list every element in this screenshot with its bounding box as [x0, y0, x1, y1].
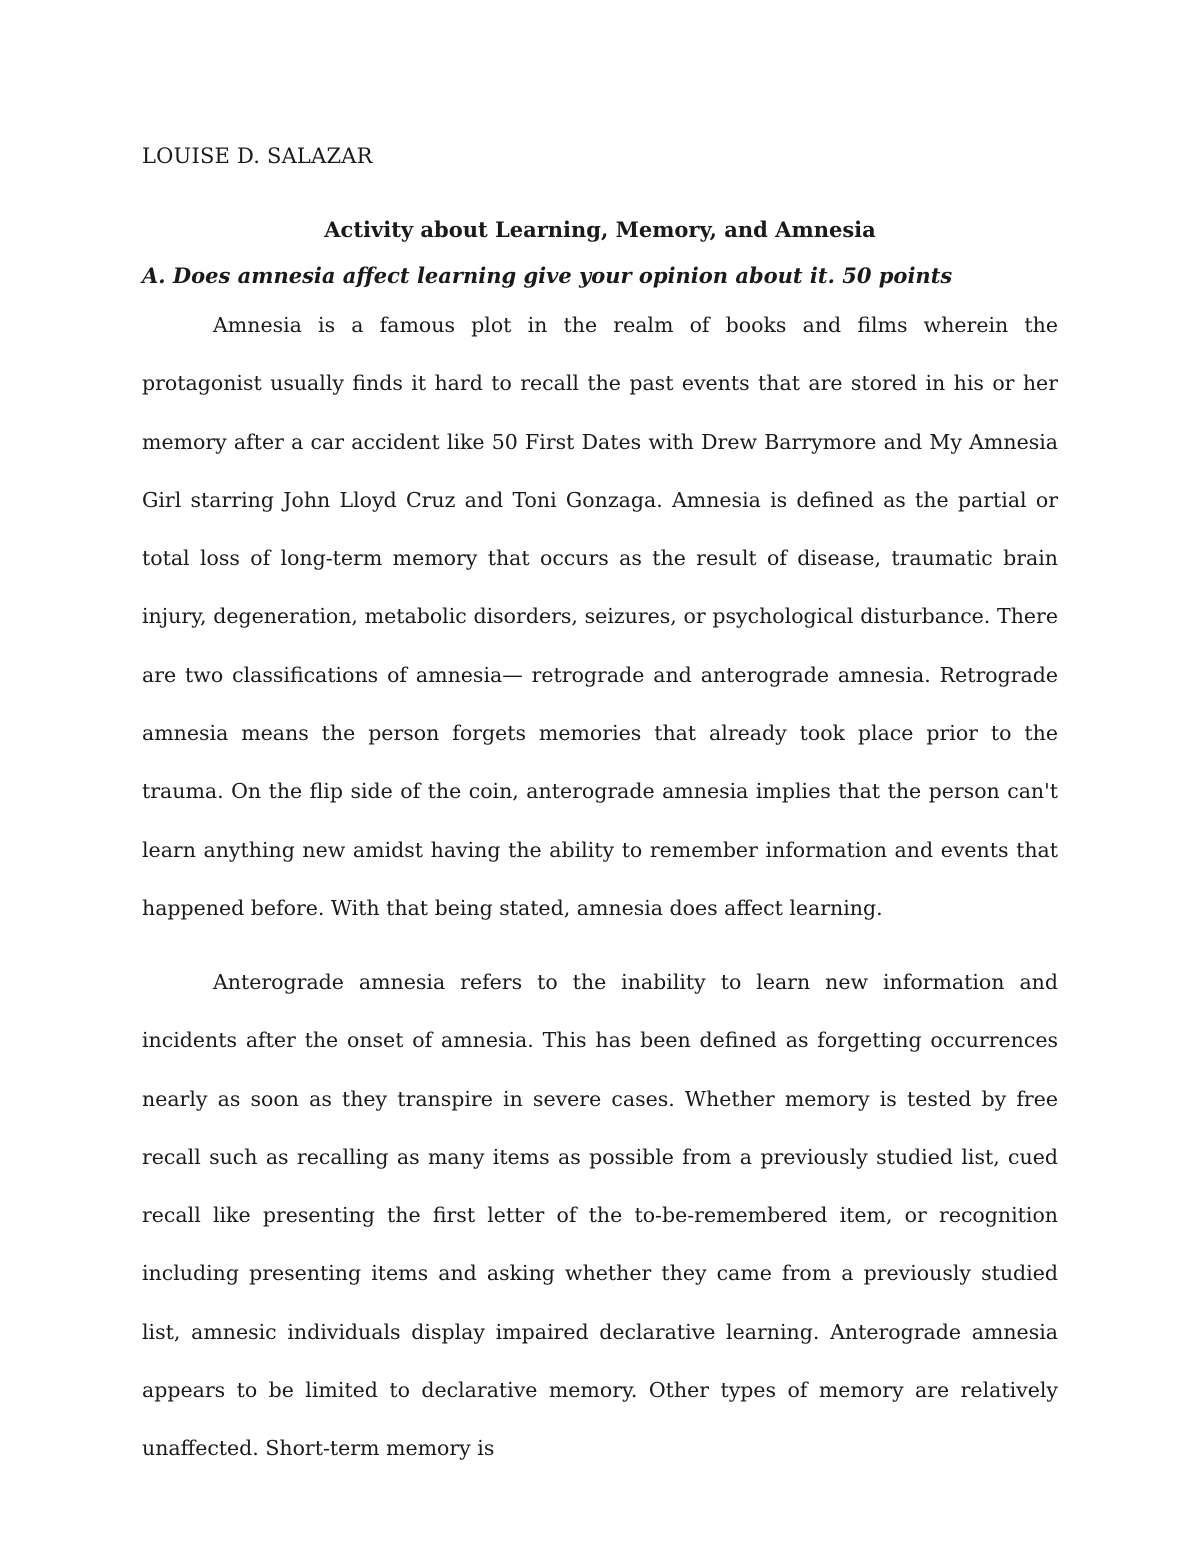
author-name: LOUISE D. SALAZAR — [142, 144, 373, 168]
document-title: Activity about Learning, Memory, and Amnesia — [324, 217, 876, 242]
paragraph-2: Anterograde amnesia refers to the inability to learn new information and incidents after the onset of amnesia. This has been defined as forgetting occurrences nearly as soon as they transpire in severe cases. Whether memory is tested by free recall such as recalling as many items as possible from a previously studied list, cued recall like presenting the first letter of the to-be-remembered item, or recognition including presenting items and asking whether they came from a previously studied list, amnesic individuals display impaired declarative learning. Anterograde amnesia appears to be limited to declarative memory. Other types of memory are relatively unaffected. Short-term memory is — [142, 970, 1058, 1461]
question-heading: A. Does amnesia affect learning give your opinion about it. 50 points — [142, 263, 953, 288]
paragraph-1: Amnesia is a famous plot in the realm of books and films wherein the protagonist usually finds it hard to recall the past events that are stored in his or her memory after a car accident like 50 First Dates with Drew Barrymore and My Amnesia Girl starring John Lloyd Cruz and Toni Gonzaga. Amnesia is defined as the partial or total loss of long-term memory that occurs as the result of disease, traumatic brain injury, degeneration, metabolic disorders, seizures, or psychological disturbance. There are two classifications of amnesia— retrograde and anterograde amnesia. Retrograde amnesia means the person forgets memories that already took place prior to the trauma. On the flip side of the coin, anterograde amnesia implies that the person can't learn anything new amidst having the ability to remember information and events that happened before. With that being stated, amnesia does affect learning. — [142, 313, 1058, 920]
